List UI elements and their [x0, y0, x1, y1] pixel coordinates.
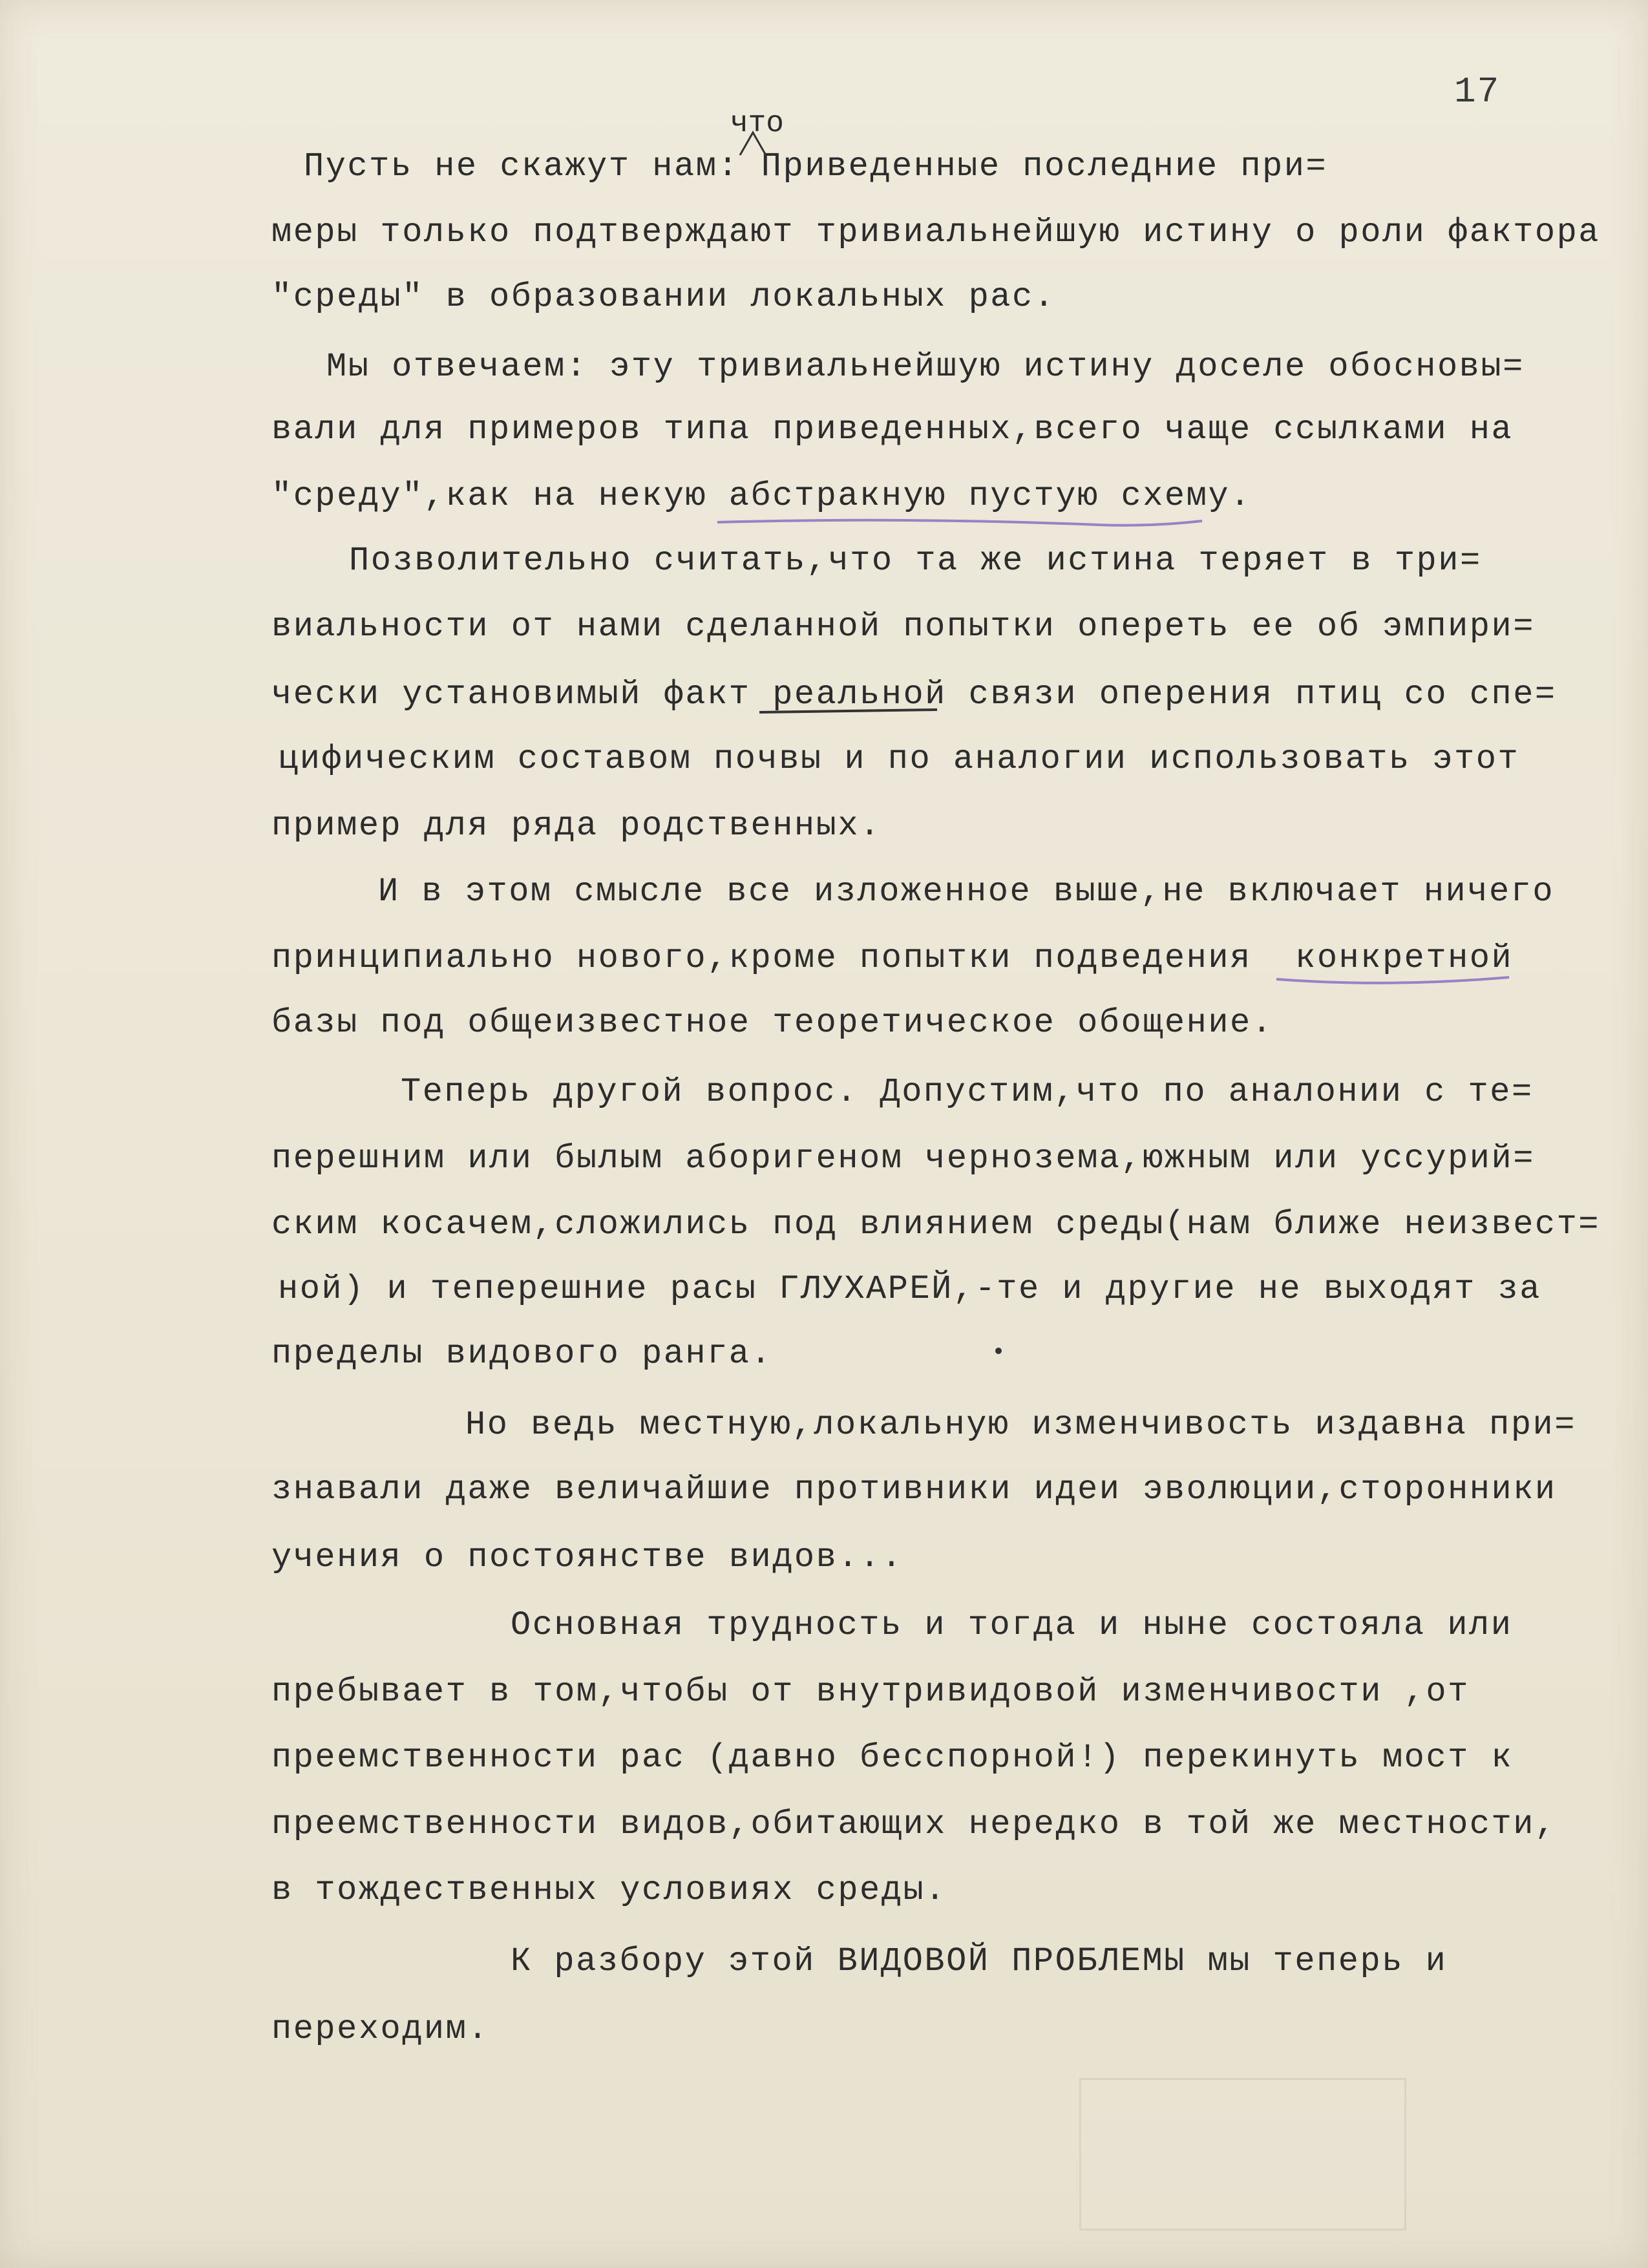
text-line-24: пребывает в том,чтобы от внутривидовой изменчивости ,от	[271, 1673, 1470, 1711]
violet-underline-1	[717, 520, 1202, 525]
ink-dot	[995, 1348, 1002, 1354]
text-line-11: пример для ряда родственных.	[271, 807, 882, 845]
typed-insertion-above-line: что	[730, 107, 784, 140]
text-line-4: Мы отвечаем: эту тривиальнейшую истину доселе обосновы=	[326, 348, 1525, 386]
text-line-10: цифическим составом почвы и по аналогии использовать этот	[278, 740, 1520, 778]
text-line-29: переходим.	[271, 2010, 490, 2048]
text-line-25: преемственности рас (давно бесспорной!) перекинуть мост к	[271, 1739, 1514, 1777]
text-line-15: Теперь другой вопрос. Допустим,что по аналонии с те=	[401, 1073, 1534, 1111]
text-line-13: принципиально нового,кроме попытки подведения конкретной	[271, 939, 1514, 977]
text-line-21: знавали даже величайшие противники идеи эволюции,сторонники	[271, 1470, 1557, 1509]
faint-archive-stamp	[1079, 2078, 1406, 2231]
text-line-28: К разбору этой ВИДОВОЙ ПРОБЛЕМЫ мы теперь и	[511, 1942, 1448, 1980]
text-line-2: меры только подтверждают тривиальнейшую истину о роли фактора	[271, 213, 1601, 251]
text-line-18: ной) и теперешние расы ГЛУХАРЕЙ,-те и другие не выходят за	[278, 1270, 1541, 1308]
text-line-5: вали для примеров типа приведенных,всего чаще ссылками на	[271, 410, 1514, 449]
text-line-23: Основная трудность и тогда и ныне состояла или	[511, 1606, 1513, 1644]
violet-underline-3	[1276, 977, 1509, 983]
text-line-26: преемственности видов,обитающих нередко в той же местности,	[271, 1805, 1557, 1843]
text-line-3: "среды" в образовании локальных рас.	[271, 278, 1056, 316]
text-line-27: в тождественных условиях среды.	[271, 1871, 947, 1909]
text-line-12: И в этом смысле все изложенное выше,не включает ничего	[378, 873, 1555, 911]
text-line-8: виальности от нами сделанной попытки опереть ее об эмпири=	[271, 608, 1535, 646]
text-line-19: пределы видового ранга.	[271, 1335, 773, 1373]
text-line-1: Пусть не скажут нам: Приведенные последние при=	[304, 147, 1328, 185]
text-line-20: Но ведь местную,локальную изменчивость издавна при=	[465, 1406, 1576, 1444]
text-line-14: базы под общеизвестное теоретическое обощение.	[271, 1004, 1274, 1042]
text-line-17: ским косачем,сложились под влиянием среды(нам ближе неизвест=	[271, 1205, 1601, 1244]
text-line-6: "среду",как на некую абстракную пустую схему.	[271, 477, 1252, 515]
text-line-7: Позволительно считать,что та же истина теряет в три=	[349, 542, 1482, 580]
text-line-9: чески установимый факт реальной связи оперения птиц со спе=	[271, 675, 1557, 714]
text-line-16: перешним или былым аборигеном чернозема,южным или уссурий=	[271, 1139, 1535, 1178]
page-number: 17	[1454, 71, 1501, 112]
text-line-22: учения о постоянстве видов...	[271, 1538, 903, 1576]
